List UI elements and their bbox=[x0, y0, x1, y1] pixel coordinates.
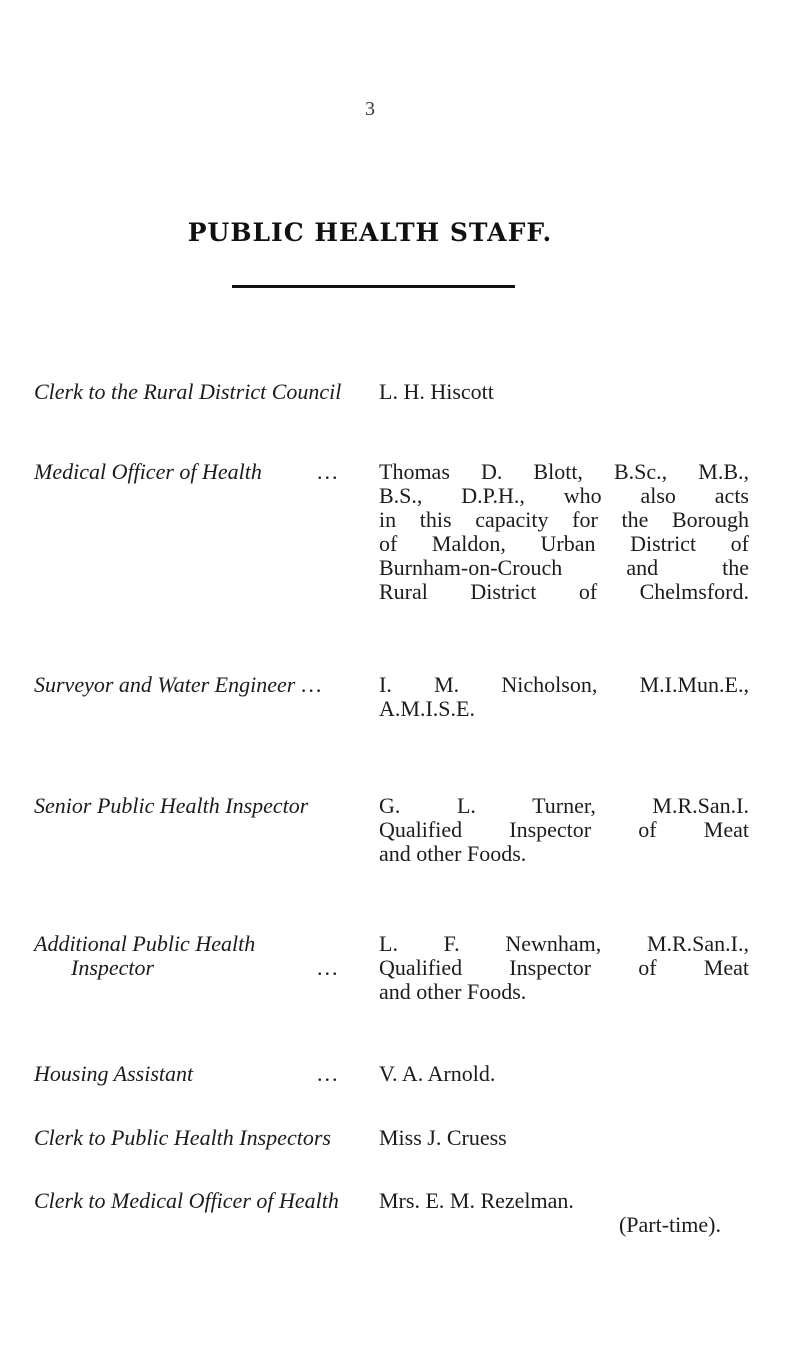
role-label: Medical Officer of Health ... bbox=[34, 459, 340, 484]
holder-text: L. H. Hiscott bbox=[379, 379, 494, 404]
holder-text: I. M. Nicholson, M.I.Mun.E., A.M.I.S.E. bbox=[379, 672, 749, 721]
role-label: Clerk to the Rural District Council bbox=[34, 379, 342, 404]
role-label: Clerk to Medical Officer of Health bbox=[34, 1188, 339, 1213]
holder-text: L. F. Newnham, M.R.San.I., Qualified Inspector of Meat and other Foods. bbox=[379, 931, 749, 1004]
dot-leader: ... bbox=[300, 672, 324, 697]
role-label: Housing Assistant ... bbox=[34, 1061, 340, 1086]
title-rule bbox=[232, 285, 515, 288]
dot-leader: ... bbox=[317, 1061, 340, 1086]
role-label: Surveyor and Water Engineer ... bbox=[34, 672, 324, 697]
role-label: Additional Public Health Inspector ... bbox=[34, 931, 340, 980]
page-number: 3 bbox=[365, 98, 375, 120]
role-label: Clerk to Public Health Inspectors bbox=[34, 1125, 331, 1150]
holder-text: V. A. Arnold. bbox=[379, 1061, 496, 1086]
dot-leader: ... bbox=[317, 955, 340, 980]
holder-text: Miss J. Cruess bbox=[379, 1125, 507, 1150]
holder-text: Mrs. E. M. Rezelman. (Part-time). bbox=[379, 1188, 721, 1237]
holder-text: Thomas D. Blott, B.Sc., M.B., B.S., D.P.H., who also acts in this capacity for the Borough of Maldon, Urban District of Burnham-on-Crouch and the Rural District of Chelmsford. bbox=[379, 459, 749, 604]
page-title: PUBLIC HEALTH STAFF. bbox=[187, 218, 553, 247]
role-label: Senior Public Health Inspector bbox=[34, 793, 309, 818]
dot-leader: ... bbox=[317, 459, 340, 484]
holder-text: G. L. Turner, M.R.San.I. Qualified Inspector of Meat and other Foods. bbox=[379, 793, 749, 866]
